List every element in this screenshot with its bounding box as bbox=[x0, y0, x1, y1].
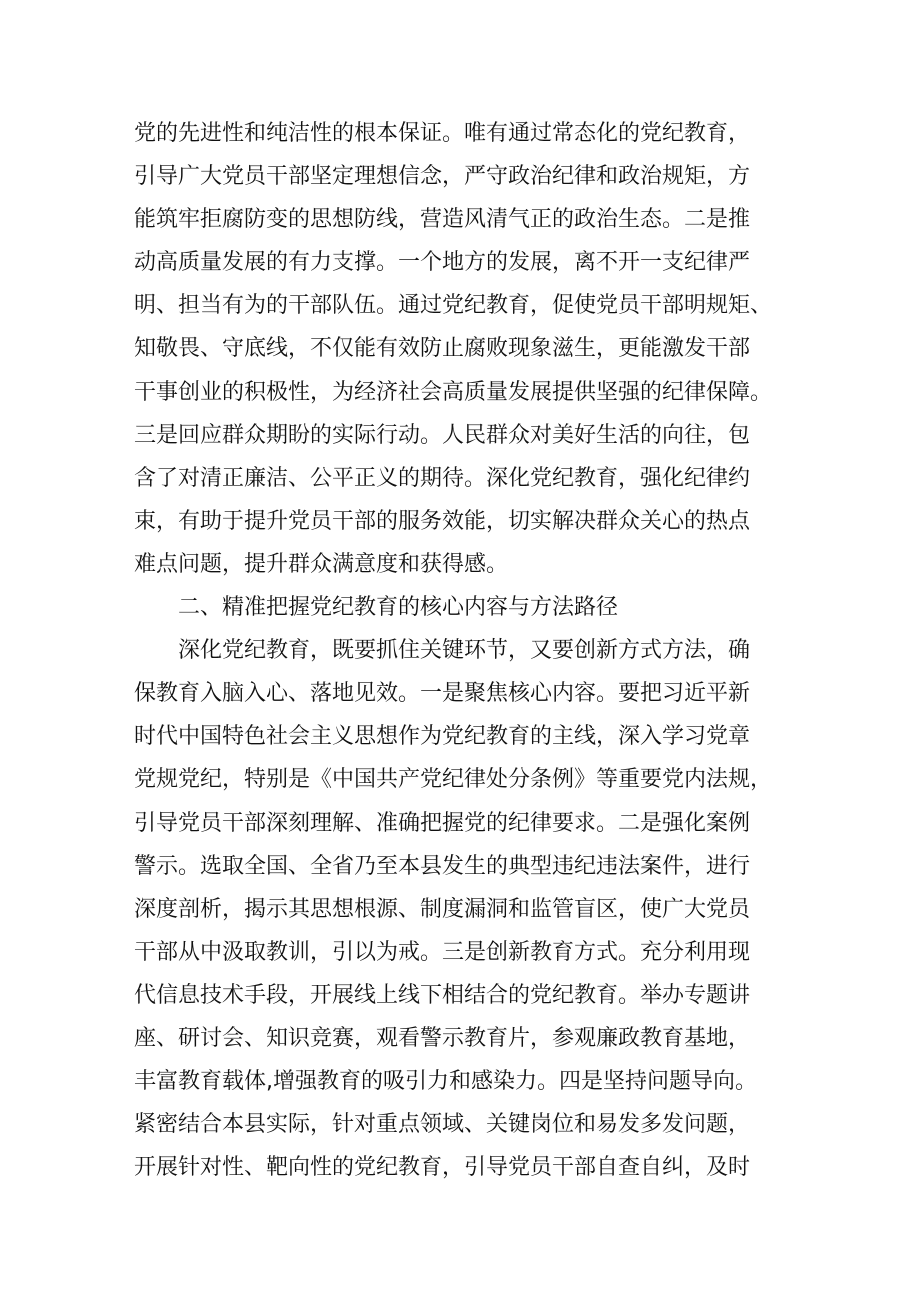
paragraph-start-line: 深化党纪教育，既要抓住关键环节，又要创新方式方法，确 bbox=[178, 638, 751, 664]
text-line: 代信息技术手段，开展线上线下相结合的党纪教育。举办专题讲 bbox=[134, 982, 751, 1008]
text-line: 丰富教育载体,增强教育的吸引力和感染力。四是坚持问题导向。 bbox=[134, 1069, 757, 1095]
text-line: 干部从中汲取教训，引以为戒。三是创新教育方式。充分利用现 bbox=[134, 939, 751, 965]
text-line: 难点问题，提升群众满意度和获得感。 bbox=[134, 551, 509, 577]
text-line: 干事创业的积极性，为经济社会高质量发展提供坚强的纪律保障。 bbox=[134, 379, 773, 405]
text-line: 保教育入脑入心、落地见效。一是聚焦核心内容。要把习近平新 bbox=[134, 681, 751, 707]
text-line: 束，有助于提升党员干部的服务效能，切实解决群众关心的热点 bbox=[134, 508, 751, 534]
text-line: 明、担当有为的干部队伍。通过党纪教育，促使党员干部明规矩、 bbox=[134, 293, 773, 319]
text-line: 时代中国特色社会主义思想作为党纪教育的主线，深入学习党章 bbox=[134, 724, 751, 750]
text-line: 党规党纪，特别是《中国共产党纪律处分条例》等重要党内法规， bbox=[134, 767, 773, 793]
text-line: 知敬畏、守底线，不仅能有效防止腐败现象滋生，更能激发干部 bbox=[134, 336, 751, 362]
text-line: 警示。选取全国、全省乃至本县发生的典型违纪违法案件，进行 bbox=[134, 853, 751, 879]
text-line: 动高质量发展的有力支撑。一个地方的发展，离不开一支纪律严 bbox=[134, 250, 751, 276]
text-line: 含了对清正廉洁、公平正义的期待。深化党纪教育，强化纪律约 bbox=[134, 465, 751, 491]
section-heading: 二、精准把握党纪教育的核心内容与方法路径 bbox=[178, 595, 619, 621]
text-line: 能筑牢拒腐防变的思想防线，营造风清气正的政治生态。二是推 bbox=[134, 207, 751, 233]
text-line: 三是回应群众期盼的实际行动。人民群众对美好生活的向往，包 bbox=[134, 422, 751, 448]
text-line: 紧密结合本县实际，针对重点领域、关键岗位和易发多发问题， bbox=[134, 1112, 751, 1138]
text-line: 座、研讨会、知识竞赛，观看警示教育片，参观廉政教育基地， bbox=[134, 1025, 751, 1051]
text-line: 开展针对性、靶向性的党纪教育，引导党员干部自查自纠，及时 bbox=[134, 1155, 751, 1181]
text-line: 党的先进性和纯洁性的根本保证。唯有通过常态化的党纪教育， bbox=[134, 121, 751, 146]
text-line: 深度剖析，揭示其思想根源、制度漏洞和监管盲区，使广大党员 bbox=[134, 896, 751, 922]
text-line: 引导党员干部深刻理解、准确把握党的纪律要求。二是强化案例 bbox=[134, 810, 751, 836]
text-line: 引导广大党员干部坚定理想信念，严守政治纪律和政治规矩，方 bbox=[134, 164, 751, 190]
body-text bbox=[134, 112, 806, 1189]
